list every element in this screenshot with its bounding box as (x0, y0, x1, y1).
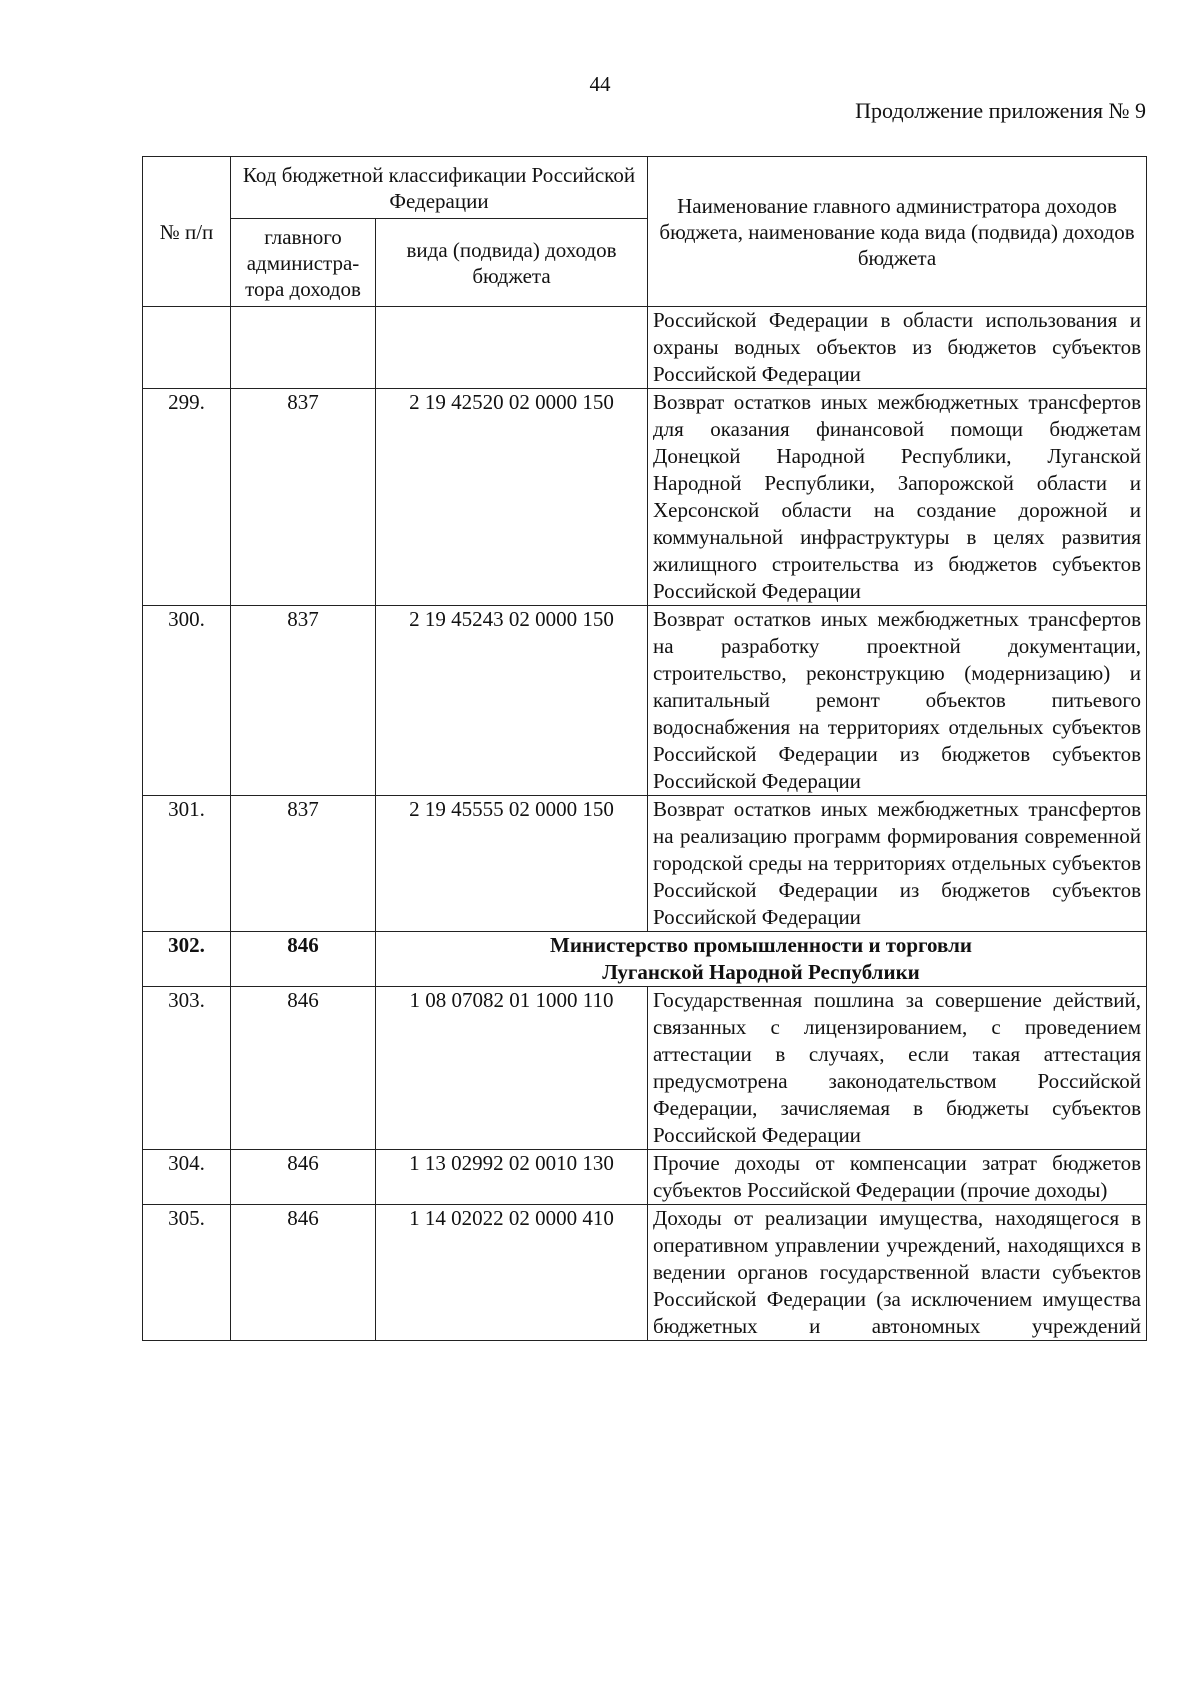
table-row (143, 987, 1147, 1150)
ministry-name-line: Министерство промышленности и торговли (550, 933, 972, 957)
income-code (376, 307, 648, 389)
income-description: Доходы от реализации имущества, находящегося в оперативном управлении учреждений, находящихся в ведении органов государственной власти субъектов Российской Федерации (за исключением имущества бюджетных и автономных учреждений (648, 1205, 1147, 1341)
row-number: 304. (143, 1150, 231, 1205)
header-admin-code: главного администра-тора доходов (231, 219, 376, 307)
row-number: 305. (143, 1205, 231, 1341)
income-description: Возврат остатков иных межбюджетных трансфертов на разработку проектной документации, строительство, реконструкцию (модернизацию) и капитальный ремонт объектов питьевого водоснабжения на территориях отдельных субъектов Российской Федерации из бюджетов субъектов Российской Федерации (648, 606, 1147, 796)
header-admin-name: Наименование главного администратора доходов бюджета, наименование кода вида (подвида) доходов бюджета (648, 157, 1147, 307)
income-code: 2 19 45243 02 0000 150 (376, 606, 648, 796)
admin-code: 837 (231, 389, 376, 606)
ministry-name-line: Луганской Народной Республики (602, 960, 920, 984)
table-row (143, 1205, 1147, 1341)
budget-classification-table (142, 156, 1147, 1341)
income-description: Возврат остатков иных межбюджетных трансфертов для оказания финансовой помощи бюджетам Донецкой Народной Республики, Луганской Народной Республики, Запорожской области и Херсонской области на создание дорожной и коммунальной инфраструктуры в целях развития жилищного строительства из бюджетов субъектов Российской Федерации (648, 389, 1147, 606)
row-number: 303. (143, 987, 231, 1150)
row-number: 299. (143, 389, 231, 606)
table-row (143, 606, 1147, 796)
income-description: Российской Федерации в области использования и охраны водных объектов из бюджетов субъектов Российской Федерации (648, 307, 1147, 389)
header-budget-code-group: Код бюджетной классификации Российской Федерации (231, 157, 648, 219)
row-number (143, 307, 231, 389)
income-code: 1 14 02022 02 0000 410 (376, 1205, 648, 1341)
income-code: 1 13 02992 02 0010 130 (376, 1150, 648, 1205)
ministry-name (376, 932, 1147, 987)
admin-code: 846 (231, 987, 376, 1150)
income-description: Прочие доходы от компенсации затрат бюджетов субъектов Российской Федерации (прочие доходы) (648, 1150, 1147, 1205)
income-code: 1 08 07082 01 1000 110 (376, 987, 648, 1150)
admin-code: 837 (231, 796, 376, 932)
income-code: 2 19 45555 02 0000 150 (376, 796, 648, 932)
table-row (143, 1150, 1147, 1205)
admin-code: 846 (231, 1205, 376, 1341)
appendix-continuation-label: Продолжение приложения № 9 (855, 98, 1146, 123)
table-row (143, 796, 1147, 932)
income-description: Государственная пошлина за совершение действий, связанных с лицензированием, с проведением аттестации в случаях, если такая аттестация предусмотрена законодательством Российской Федерации, зачисляемая в бюджеты субъектов Российской Федерации (648, 987, 1147, 1150)
row-number: 302. (143, 932, 231, 987)
admin-code (231, 307, 376, 389)
ministry-row (143, 932, 1147, 987)
header-income-kind-code: вида (подвида) доходов бюджета (376, 219, 648, 307)
income-description: Возврат остатков иных межбюджетных трансфертов на реализацию программ формирования современной городской среды на территориях отдельных субъектов Российской Федерации из бюджетов субъектов Российской Федерации (648, 796, 1147, 932)
page-number: 44 (589, 72, 611, 96)
row-number: 301. (143, 796, 231, 932)
header-row-number: № п/п (143, 157, 231, 307)
row-number: 300. (143, 606, 231, 796)
admin-code: 846 (231, 932, 376, 987)
admin-code: 837 (231, 606, 376, 796)
table-row (143, 307, 1147, 389)
income-code: 2 19 42520 02 0000 150 (376, 389, 648, 606)
table-row (143, 389, 1147, 606)
admin-code: 846 (231, 1150, 376, 1205)
